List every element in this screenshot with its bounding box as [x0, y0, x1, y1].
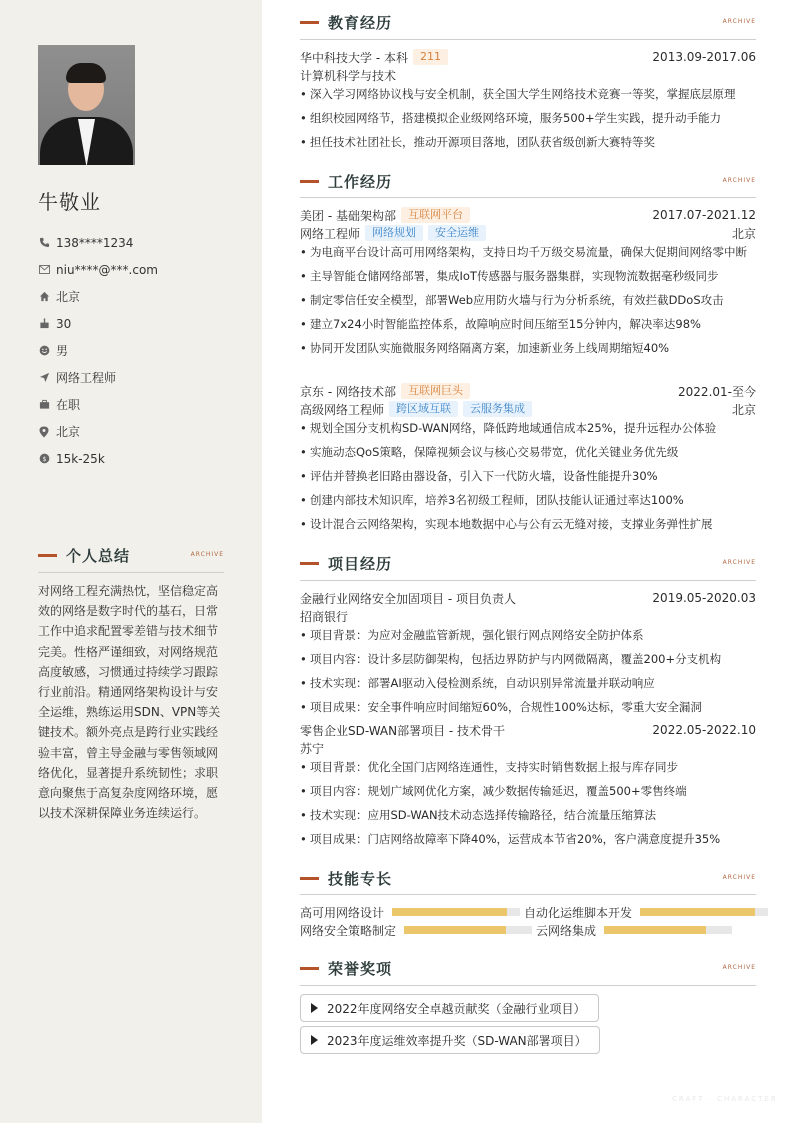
- award-item: [300, 994, 599, 1022]
- list-item: • 实施动态QoS策略，保障视频会议与核心交易带宽，优化关键业务优先级: [300, 443, 760, 461]
- summary-title: 个人总结: [66, 546, 131, 565]
- play-triangle-icon: [311, 1003, 318, 1013]
- section-divider: [300, 894, 756, 895]
- list-item: • 项目背景：为应对金融监管新规，强化银行网点网络安全防护体系: [300, 626, 760, 644]
- svg-text:$: $: [41, 454, 47, 463]
- award-item: [300, 1026, 600, 1054]
- job-period: 2022.01-至今: [678, 384, 756, 399]
- section-divider: [300, 580, 756, 581]
- archive-label: ARCHIVE: [722, 964, 756, 971]
- skill-level-bar: [404, 926, 532, 934]
- company-tag: 互联网巨头: [401, 383, 470, 399]
- section-accent-bar: [300, 21, 319, 24]
- job-role: 网络工程师: [300, 226, 361, 241]
- list-item: • 主导智能仓储网络部署，集成IoT传感器与服务器集群，实现物流数据毫秒级同步: [300, 267, 760, 285]
- play-triangle-icon: [311, 1035, 318, 1045]
- award-text: 2023年度运维效率提升奖（SD-WAN部署项目）: [327, 1033, 587, 1048]
- job-role-line: [300, 224, 756, 242]
- skill-item: [536, 922, 732, 938]
- project-bullets: [300, 626, 760, 722]
- list-item: • 项目成果：安全事件响应时间缩短60%，合规性100%达标，零重大安全漏洞: [300, 698, 760, 716]
- list-item: • 建立7x24小时智能监控体系，故障响应时间压缩至15分钟内，解决率达98%: [300, 315, 760, 333]
- education-section-header: [300, 12, 756, 32]
- project-period: 2022.05-2022.10: [652, 723, 756, 737]
- job-city: 北京: [731, 226, 756, 241]
- list-item: • 项目背景：优化全国门店网络连通性，支持实时销售数据上报与库存同步: [300, 758, 760, 776]
- briefcase-icon: [38, 399, 50, 411]
- section-accent-bar: [300, 967, 319, 970]
- education-school-line: [300, 48, 756, 66]
- list-item: • 项目内容：规划广域网优化方案，减少数据传输延迟，覆盖500+零售终端: [300, 782, 760, 800]
- list-item: • 担任技术社团社长，推动开源项目落地，团队获省级创新大赛特等奖: [300, 133, 760, 151]
- role-tag: 安全运维: [428, 225, 486, 241]
- project-client-line: [300, 607, 756, 625]
- home-city-text: 北京: [56, 290, 81, 304]
- section-accent-bar: [300, 180, 319, 183]
- project-period: 2019.05-2020.03: [652, 591, 756, 605]
- company-tag: 互联网平台: [401, 207, 470, 223]
- gender-text: 男: [56, 344, 69, 358]
- education-major-line: [300, 66, 756, 84]
- skill-item: [300, 922, 532, 938]
- archive-label: ARCHIVE: [722, 874, 756, 881]
- info-home-city: [38, 283, 158, 310]
- skill-level-fill: [404, 926, 506, 934]
- company-name: 美团 - 基础架构部: [300, 208, 396, 223]
- list-item: • 组织校园网络节，搭建模拟企业级网络环境，服务500+学生实践，提升动手能力: [300, 109, 760, 127]
- contact-info-list: [38, 229, 158, 472]
- send-icon: [38, 372, 50, 384]
- info-location: [38, 418, 158, 445]
- section-divider: [300, 985, 756, 986]
- list-item: • 规划全国分支机构SD-WAN网络，降低跨地域通信成本25%，提升远程办公体验: [300, 419, 760, 437]
- project-bullets: [300, 758, 760, 854]
- list-item: • 技术实现：部署AI驱动入侵检测系统，自动识别异常流量并联动响应: [300, 674, 760, 692]
- job-company-line: [300, 206, 756, 224]
- money-icon: [38, 453, 50, 465]
- project-client-line: [300, 739, 756, 757]
- sidebar: [0, 0, 262, 1123]
- section-accent-bar: [38, 554, 57, 557]
- education-period: 2013.09-2017.06: [652, 50, 756, 64]
- info-status: [38, 391, 158, 418]
- project-client: 苏宁: [300, 741, 325, 756]
- list-item: • 评估并替换老旧路由器设备，引入下一代防火墙，设备性能提升30%: [300, 467, 760, 485]
- summary-section-header: [38, 545, 224, 565]
- skill-level-bar: [640, 908, 768, 916]
- section-divider: [300, 197, 756, 198]
- mail-icon: [38, 264, 50, 276]
- list-item: • 协同开发团队实施微服务网络隔离方案，加速新业务上线周期缩短40%: [300, 339, 760, 357]
- archive-label: ARCHIVE: [722, 18, 756, 25]
- list-item: • 项目成果：门店网络故障率下降40%，运营成本节省20%，客户满意度提升35%: [300, 830, 760, 848]
- job-role: 高级网络工程师: [300, 402, 385, 417]
- list-item: • 为电商平台设计高可用网络架构，支持日均千万级交易流量，确保大促期间网络零中断: [300, 243, 760, 261]
- info-position: [38, 364, 158, 391]
- honors-section-header: [300, 958, 756, 978]
- honors-title: 荣誉奖项: [328, 959, 393, 978]
- school-tag: 211: [413, 49, 448, 65]
- section-divider: [38, 572, 224, 573]
- phone-icon: [38, 237, 50, 249]
- skill-level-bar: [604, 926, 732, 934]
- role-tag: 云服务集成: [463, 401, 532, 417]
- section-accent-bar: [300, 877, 319, 880]
- skill-name: 高可用网络设计: [300, 905, 385, 920]
- list-item: • 技术实现：应用SD-WAN技术动态选择传输路径，结合流量压缩算法: [300, 806, 760, 824]
- archive-label: ARCHIVE: [722, 559, 756, 566]
- work-section-header: [300, 171, 756, 191]
- list-item: • 深入学习网络协议栈与安全机制，获全国大学生网络技术竞赛一等奖，掌握底层原理: [300, 85, 760, 103]
- location-text: 北京: [56, 425, 81, 439]
- project-name: 零售企业SD-WAN部署项目 - 技术骨干: [300, 723, 506, 738]
- profile-photo: [38, 45, 135, 165]
- list-item: • 制定零信任安全模型，部署Web应用防火墙与行为分析系统，有效拦截DDoS攻击: [300, 291, 760, 309]
- job-company-line: [300, 382, 756, 400]
- info-age: [38, 310, 158, 337]
- job-period: 2017.07-2021.12: [652, 208, 756, 222]
- list-item: • 设计混合云网络架构，实现本地数据中心与公有云无缝对接，支撑业务弹性扩展: [300, 515, 760, 533]
- skills-title: 技能专长: [328, 869, 393, 888]
- skill-item: [524, 904, 768, 920]
- role-tag: 跨区域互联: [389, 401, 458, 417]
- phone-text: 138****1234: [56, 235, 134, 250]
- archive-label: ARCHIVE: [190, 551, 224, 558]
- salary-text: 15k-25k: [56, 451, 105, 466]
- school-name: 华中科技大学 - 本科: [300, 50, 408, 65]
- education-bullets: [300, 85, 760, 157]
- candidate-name: 牛敬业: [38, 190, 101, 214]
- project-name-line: [300, 589, 756, 607]
- job-role-line: [300, 400, 756, 418]
- job-bullets: [300, 419, 760, 539]
- list-item: • 创建内部技术知识库，培养3名初级工程师，团队技能认证通过率达100%: [300, 491, 760, 509]
- skill-name: 云网络集成: [536, 923, 597, 938]
- footer-watermark: CRAFT · CHARACTER: [672, 1095, 778, 1103]
- projects-section-header: [300, 553, 756, 573]
- skill-level-fill: [640, 908, 755, 916]
- work-title: 工作经历: [328, 172, 393, 191]
- projects-title: 项目经历: [328, 554, 393, 573]
- skill-level-bar: [392, 908, 520, 916]
- project-name-line: [300, 721, 756, 739]
- award-text: 2022年度网络安全卓越贡献奖（金融行业项目）: [327, 1001, 586, 1016]
- list-item: • 项目内容：设计多层防御架构，包括边界防护与内网微隔离，覆盖200+分支机构: [300, 650, 760, 668]
- info-phone: [38, 229, 158, 256]
- skill-level-fill: [392, 908, 507, 916]
- section-accent-bar: [300, 562, 319, 565]
- position-text: 网络工程师: [56, 371, 117, 385]
- skill-name: 网络安全策略制定: [300, 923, 397, 938]
- home-icon: [38, 291, 50, 303]
- company-name: 京东 - 网络技术部: [300, 384, 396, 399]
- major-name: 计算机科学与技术: [300, 68, 397, 83]
- job-bullets: [300, 243, 760, 363]
- skill-item: [300, 904, 520, 920]
- email-text: niu****@***.com: [56, 262, 158, 277]
- summary-text: 对网络工程充满热忱，坚信稳定高效的网络是数字时代的基石，日常工作中追求配置零差错与技术细节完美。性格严谨细致，对网络规范高度敏感，习惯通过持续学习跟踪行业前沿。精通网络架构设计与安全运维，熟练运用SDN、VPN等关键技术。额外亮点是跨行业实践经验丰富，曾主导金融与零售领域网络优化，显著提升系统韧性；求职意向聚焦于高复杂度网络环境，愿以技术深耕保障业务连续运行。: [38, 584, 221, 821]
- job-city: 北京: [731, 402, 756, 417]
- role-tag: 网络规划: [365, 225, 423, 241]
- project-client: 招商银行: [300, 609, 349, 624]
- status-text: 在职: [56, 398, 81, 412]
- education-title: 教育经历: [328, 13, 393, 32]
- smile-icon: [38, 345, 50, 357]
- info-salary: [38, 445, 158, 472]
- cake-icon: [38, 318, 50, 330]
- age-text: 30: [56, 316, 72, 331]
- project-name: 金融行业网络安全加固项目 - 项目负责人: [300, 591, 516, 606]
- location-pin-icon: [38, 426, 50, 438]
- archive-label: ARCHIVE: [722, 177, 756, 184]
- section-divider: [300, 39, 756, 40]
- skills-section-header: [300, 868, 756, 888]
- skill-level-fill: [604, 926, 706, 934]
- skill-name: 自动化运维脚本开发: [524, 905, 633, 920]
- info-gender: [38, 337, 158, 364]
- info-email: [38, 256, 158, 283]
